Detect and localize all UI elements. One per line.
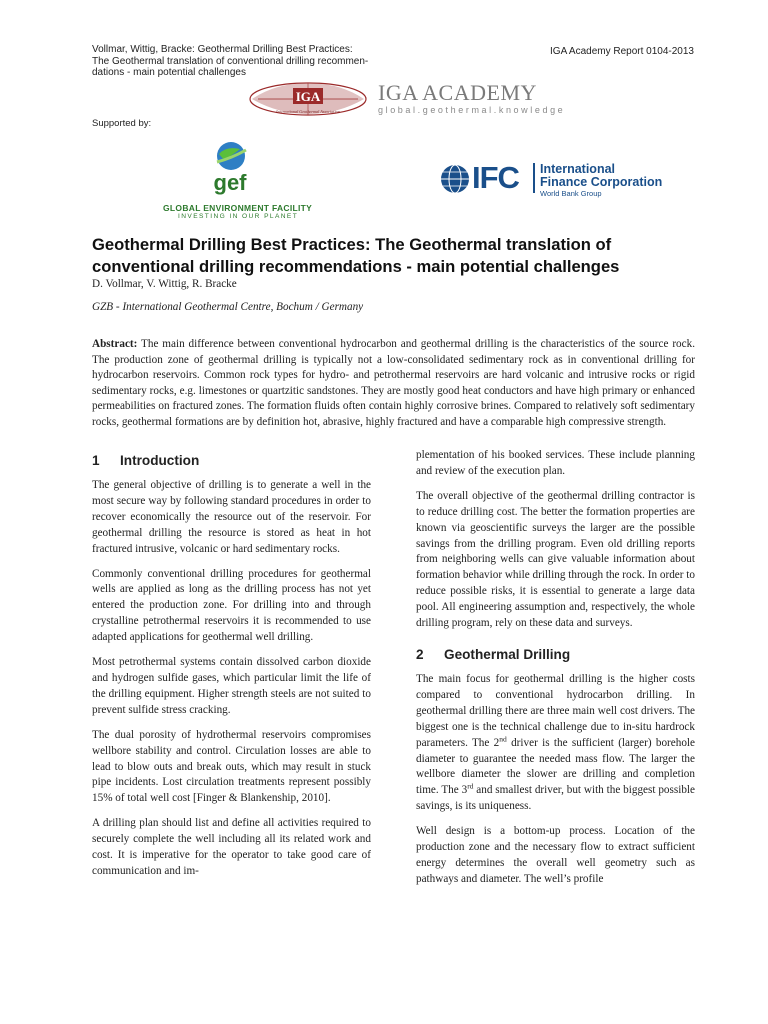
ifc-abbr: IFC: [472, 160, 519, 195]
ordinal-superscript: rd: [467, 781, 474, 791]
paragraph: Well design is a bottom-up process. Location of the production zone and the necessary flow to extract sufficient energy determines the overall well geometry such as pathways and diameter. The well’s profile: [416, 825, 695, 885]
ifc-subtitle: World Bank Group: [540, 189, 602, 198]
section-number: 1: [92, 453, 100, 468]
iga-academy-title: IGA ACADEMY: [378, 80, 537, 105]
abstract: [92, 337, 695, 431]
paragraph: Commonly conventional drilling procedures for geothermal wells are applied as long as the drilling process has not yet entered the production zone. For drilling into and through crystalline petrothermal reservoirs it is recommended to use adapted applications for geothermal well drilling.: [92, 567, 371, 644]
paragraph: plementation of his booked services. These include planning and review of the execution plan.: [416, 449, 695, 477]
paragraph: The general objective of drilling is to generate a well in the most secure way by following standard procedures in order to recover economically the resource out of the reservoir. For geothermal drilling the resource is stored as heat in hot fractured intrusive, volcanic or hard sedimentary rocks.: [92, 479, 371, 555]
running-header-line-3: dations - main potential challenges: [92, 67, 246, 79]
paper-title-line-2: conventional drilling recommendations - main potential challenges: [92, 257, 620, 276]
paragraph-part: The main focus for geothermal drilling is the higher costs compared to conventional hydrocarbon drilling. In geothermal drilling there are three main well cost drivers. The biggest one is the technical challenge due to in-situ hardrock parameters. The 2: [416, 672, 695, 749]
paper-affiliation: GZB - International Geothermal Centre, Bochum / Germany: [92, 301, 364, 313]
gef-name: GLOBAL ENVIRONMENT FACILITY: [163, 203, 313, 213]
report-id: IGA Academy Report 0104-2013: [550, 46, 694, 57]
column-left: [92, 452, 371, 889]
ifc-globe-icon: [440, 164, 470, 194]
abstract-text: The main difference between conventional hydrocarbon and geothermal drilling is the characteristics of the source rock. The production zone of geothermal drilling is typically not a low-consolidated sedimentary rock as in conventional drilling for hydrocarbon reservoirs. Common rock types for hydro- and petrothermal reservoirs are hard volcanic and intrusive rocks or rigid sedimentary rocks, e.g. limestones or quartzitic sandstones. They are mostly good heat conductors and have high primary or enhanced permeabilities on fractured zones. The formation fluids often contain highly corrosive brines. Compared to relatively soft sedimentary rocks, geothermal formations are by definition hot, abrasive, highly fractured and have a comparable high compressive strength.: [92, 338, 695, 428]
ifc-name-line-2: Finance Corporation: [540, 175, 663, 189]
section-title: Geothermal Drilling: [444, 646, 571, 662]
iga-emblem-arc-text: International Geothermal Association: [276, 109, 340, 114]
iga-emblem-logo: [248, 80, 368, 118]
paragraph: A drilling plan should list and define all activities required to securely complete the well including all its related work and cost. It is imperative for the operator to take good care of communication and im-: [92, 817, 371, 877]
section-number: 2: [416, 646, 424, 662]
paper-title-line-1: Geothermal Drilling Best Practices: The Geothermal translation of: [92, 235, 612, 254]
section-heading-geothermal-drilling: [416, 646, 695, 664]
running-header: [92, 44, 412, 79]
column-right: [416, 448, 695, 897]
paragraph-part: driver is the sufficient (larger) borehole diameter to guarantee the needed mass flow. The larger the wellbore diameter the slower are drilling and completion time. The 3: [416, 736, 695, 797]
ifc-divider: [533, 163, 535, 193]
iga-emblem-text: IGA: [295, 89, 321, 104]
paragraph-part: and smallest driver, but with the biggest possible savings, is its uniqueness.: [416, 784, 695, 813]
supported-by-label: Supported by:: [92, 118, 152, 129]
running-header-line-1: Vollmar, Wittig, Bracke: Geothermal Drilling Best Practices:: [92, 44, 353, 55]
paragraph: The overall objective of the geothermal drilling contractor is to reduce drilling cost. The better the formation properties are known via geoscientific surveys the larger are the possible savings from the drilling program. Even old drilling reports from neighboring wells can give valuable information about formation behavior while drilling through the rock. In order to reduce possible risks, it is essential to generate a large data pool. All engineering assumption and, respectively, the whole drilling program, rely on these data and surveys.: [416, 489, 695, 630]
section-title: Introduction: [120, 453, 200, 468]
ifc-name-line-1: International: [540, 162, 616, 176]
paper-title: [92, 234, 692, 278]
gef-abbr-text: gef: [213, 170, 247, 195]
paragraph: The dual porosity of hydrothermal reservoirs compromises wellbore stability and control. Circulation losses are able to lead to blow outs and break outs, which may result in stuck pipe incidents. Lost circulation treatments represent possibly 15% of total well cost [Finger & Blankenship, 2010].: [92, 728, 371, 805]
gef-globe-logo: [200, 140, 260, 196]
abstract-label: Abstract:: [92, 338, 138, 350]
gef-subtitle: INVESTING IN OUR PLANET: [178, 213, 299, 220]
running-header-line-2: The Geothermal translation of conventional drilling recommen-: [92, 55, 369, 67]
iga-tagline: global.geothermal.knowledge: [378, 105, 566, 115]
paragraph: Most petrothermal systems contain dissolved carbon dioxide and hydrogen sulfide gases, which particular limit the life of the drilling equipment. Higher strength steels are not suited to prevent sulfide stress cracking.: [92, 656, 371, 716]
ordinal-superscript: nd: [499, 733, 507, 743]
paragraph: [416, 672, 695, 815]
paper-authors: D. Vollmar, V. Wittig, R. Bracke: [92, 278, 237, 290]
section-heading-introduction: [92, 452, 371, 470]
